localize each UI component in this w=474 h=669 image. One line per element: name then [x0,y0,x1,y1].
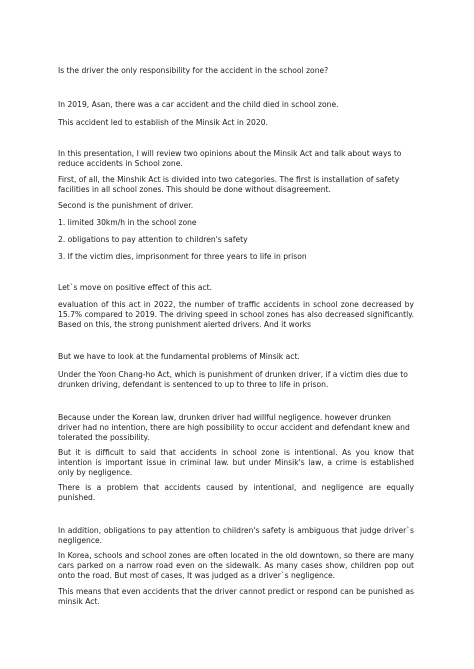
paragraph-driver-punishment: Second is the punishment of driver. [58,201,194,210]
paragraph-presentation-intro: In this presentation, I will review two opinions about the Minsik Act and talk about ways to reduce accidents in School zone. [58,149,402,169]
list-item-speed-limit: 1. limited 30km/h in the school zone [58,218,197,227]
paragraph-positive-effect: Let`s move on positive effect of this act. [58,283,212,292]
paragraph-act-categories: First, of all, the Minshik Act is divided into two categories. The first is installation of safety facilities in all school zones. This should be done without disagreement. [58,175,400,195]
paragraph-yoon-chang-ho-act: Under the Yoon Chang-ho Act, which is punishment of drunken driver, if a victim dies due to drunken driving, defendant is sentenced to up to three to life in prison. [58,370,408,390]
paragraph-intention-issue: But it is difficult to said that accidents in school zone is intentional. As you know that intention is important issue in criminal law. but under Minsik's law, a crime is established only by negligence. [58,448,414,478]
paragraph-ambiguous-obligation: In addition, obligations to pay attention to children's safety is ambiguous that judge driver`s negligence. [58,526,414,546]
paragraph-evaluation-2022: evaluation of this act in 2022, the number of traffic accidents in school zone decreased by 15.7% compared to 2019. The driving speed in school zones has also decreased significantly. Based on this, the strong punishment alerted drivers. And it works [58,300,414,330]
paragraph-equal-punishment: There is a problem that accidents caused by intentional, and negligence are equally punished. [58,483,414,503]
paragraph-asan-accident: In 2019, Asan, there was a car accident and the child died in school zone. [58,100,339,109]
paragraph-fundamental-problems: But we have to look at the fundamental problems of Minsik act. [58,352,300,361]
document-heading-question: Is the driver the only responsibility for the accident in the school zone? [58,66,329,75]
list-item-safety-obligation: 2. obligations to pay attention to children's safety [58,235,248,244]
list-item-imprisonment: 3. If the victim dies, imprisonment for three years to life in prison [58,252,307,261]
paragraph-korea-school-zones: In Korea, schools and school zones are often located in the old downtown, so there are many cars parked on a narrow road even on the sidewalk. As many cases show, children pop out onto the road. But most of cases, It was judged as a driver`s negligence. [58,551,414,581]
paragraph-minsik-act-established: This accident led to establish of the Minsik Act in 2020. [58,118,268,127]
paragraph-unpredictable-accidents: This means that even accidents that the driver cannot predict or respond can be punished as minsik Act. [58,587,414,607]
paragraph-korean-law-negligence: Because under the Korean law, drunken driver had willful negligence. however drunken driver had no intention, there are high possibility to occur accident and defendant knew and tolerated the possibility. [58,413,410,443]
